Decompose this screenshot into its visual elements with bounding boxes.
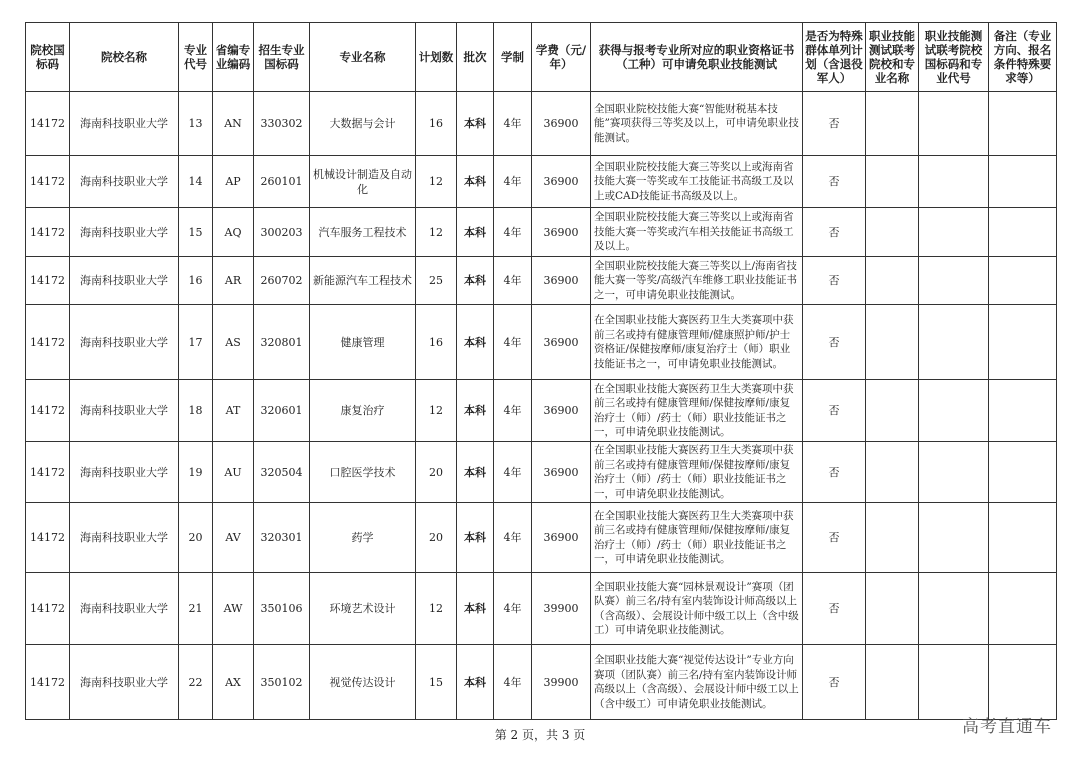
cell-special: 否 [803, 257, 866, 305]
table-header-row [26, 23, 1057, 92]
cell-years: 4年 [494, 645, 532, 720]
cell-school: 海南科技职业大学 [70, 645, 179, 720]
cell-empty [866, 573, 919, 645]
cell-req: 在全国职业技能大赛医药卫生大类赛项中获前三名或持有健康管理师/健康照护师/护士资格证/保健按摩师/康复治疗士（师）职业技能证书之一，可申请免职业技能测试。 [591, 305, 803, 380]
table-row [26, 573, 1057, 645]
column-header: 省编专业编码 [213, 23, 254, 92]
cell-nat: 320301 [254, 503, 310, 573]
cell-nat: 320801 [254, 305, 310, 380]
cell-empty [866, 305, 919, 380]
cell-major: 新能源汽车工程技术 [310, 257, 416, 305]
cell-years: 4年 [494, 257, 532, 305]
cell-years: 4年 [494, 156, 532, 208]
cell-fee: 36900 [532, 208, 591, 257]
cell-prov: AV [213, 503, 254, 573]
cell-plan: 20 [416, 503, 457, 573]
cell-school: 海南科技职业大学 [70, 305, 179, 380]
cell-batch: 本科 [457, 645, 494, 720]
cell-plan: 12 [416, 380, 457, 442]
cell-req: 全国职业院校技能大赛三等奖以上或海南省技能大赛一等奖或汽车相关技能证书高级工及以上。 [591, 208, 803, 257]
cell-code: 14172 [26, 645, 70, 720]
cell-empty [866, 380, 919, 442]
cell-code: 14172 [26, 156, 70, 208]
cell-empty [989, 305, 1057, 380]
cell-special: 否 [803, 305, 866, 380]
cell-nat: 300203 [254, 208, 310, 257]
cell-empty [919, 442, 989, 503]
cell-fee: 36900 [532, 442, 591, 503]
cell-special: 否 [803, 156, 866, 208]
table-row [26, 156, 1057, 208]
cell-no: 16 [179, 257, 213, 305]
cell-fee: 39900 [532, 573, 591, 645]
cell-years: 4年 [494, 503, 532, 573]
cell-req: 全国职业院校技能大赛三等奖以上/海南省技能大赛一等奖/高级汽车维修工职业技能证书之一，可申请免职业技能测试。 [591, 257, 803, 305]
table-row [26, 305, 1057, 380]
cell-major: 康复治疗 [310, 380, 416, 442]
column-header: 专业代号 [179, 23, 213, 92]
cell-empty [989, 380, 1057, 442]
cell-major: 视觉传达设计 [310, 645, 416, 720]
cell-nat: 260101 [254, 156, 310, 208]
cell-nat: 320504 [254, 442, 310, 503]
cell-prov: AR [213, 257, 254, 305]
cell-batch: 本科 [457, 156, 494, 208]
cell-no: 22 [179, 645, 213, 720]
cell-fee: 36900 [532, 380, 591, 442]
cell-no: 14 [179, 156, 213, 208]
cell-plan: 25 [416, 257, 457, 305]
cell-plan: 16 [416, 305, 457, 380]
cell-empty [866, 442, 919, 503]
cell-no: 18 [179, 380, 213, 442]
cell-fee: 36900 [532, 156, 591, 208]
cell-major: 环境艺术设计 [310, 573, 416, 645]
column-header: 备注（专业方向、报名条件特殊要求等） [989, 23, 1057, 92]
cell-years: 4年 [494, 573, 532, 645]
cell-school: 海南科技职业大学 [70, 503, 179, 573]
cell-major: 药学 [310, 503, 416, 573]
cell-empty [989, 156, 1057, 208]
cell-prov: AX [213, 645, 254, 720]
column-header: 院校国标码 [26, 23, 70, 92]
cell-code: 14172 [26, 92, 70, 156]
cell-empty [989, 208, 1057, 257]
cell-empty [989, 573, 1057, 645]
cell-prov: AN [213, 92, 254, 156]
cell-fee: 36900 [532, 503, 591, 573]
cell-special: 否 [803, 442, 866, 503]
column-header: 院校名称 [70, 23, 179, 92]
cell-code: 14172 [26, 380, 70, 442]
cell-years: 4年 [494, 305, 532, 380]
cell-plan: 15 [416, 645, 457, 720]
cell-prov: AQ [213, 208, 254, 257]
column-header: 是否为特殊群体单列计划（含退役军人） [803, 23, 866, 92]
cell-code: 14172 [26, 305, 70, 380]
table-row [26, 503, 1057, 573]
cell-code: 14172 [26, 503, 70, 573]
cell-req: 全国职业技能大赛“园林景观设计”赛项（团队赛）前三名/持有室内装饰设计师高级以上（含高级）、会展设计师中级工以上（含中级工）可申请免职业技能测试。 [591, 573, 803, 645]
column-header: 学费（元/年） [532, 23, 591, 92]
cell-empty [866, 645, 919, 720]
cell-empty [989, 92, 1057, 156]
cell-major: 大数据与会计 [310, 92, 416, 156]
cell-batch: 本科 [457, 380, 494, 442]
watermark: 高考直通车 [962, 717, 1052, 737]
cell-prov: AW [213, 573, 254, 645]
cell-empty [919, 573, 989, 645]
cell-no: 20 [179, 503, 213, 573]
cell-major: 口腔医学技术 [310, 442, 416, 503]
cell-code: 14172 [26, 257, 70, 305]
cell-prov: AT [213, 380, 254, 442]
column-header: 学制 [494, 23, 532, 92]
cell-req: 全国职业院校技能大赛“智能财税基本技能”赛项获得三等奖及以上，可申请免职业技能测试。 [591, 92, 803, 156]
column-header: 专业名称 [310, 23, 416, 92]
cell-no: 13 [179, 92, 213, 156]
cell-years: 4年 [494, 442, 532, 503]
cell-special: 否 [803, 573, 866, 645]
cell-prov: AP [213, 156, 254, 208]
cell-empty [919, 257, 989, 305]
column-header: 获得与报考专业所对应的职业资格证书（工种）可申请免职业技能测试 [591, 23, 803, 92]
cell-school: 海南科技职业大学 [70, 257, 179, 305]
cell-batch: 本科 [457, 305, 494, 380]
cell-fee: 36900 [532, 257, 591, 305]
admission-plan-table [25, 22, 1057, 720]
cell-empty [866, 208, 919, 257]
cell-major: 健康管理 [310, 305, 416, 380]
cell-prov: AU [213, 442, 254, 503]
cell-plan: 20 [416, 442, 457, 503]
cell-empty [989, 257, 1057, 305]
cell-req: 全国职业技能大赛“视觉传达设计”专业方向赛项（团队赛）前三名/持有室内装饰设计师高级以上（含高级）、会展设计师中级工以上（含中级工）可申请免职业技能测试。 [591, 645, 803, 720]
cell-years: 4年 [494, 380, 532, 442]
cell-empty [919, 305, 989, 380]
cell-school: 海南科技职业大学 [70, 442, 179, 503]
cell-special: 否 [803, 208, 866, 257]
cell-nat: 350106 [254, 573, 310, 645]
column-header: 招生专业国标码 [254, 23, 310, 92]
cell-special: 否 [803, 645, 866, 720]
cell-code: 14172 [26, 573, 70, 645]
cell-empty [989, 503, 1057, 573]
page-footer: 第 2 页，共 3 页 [494, 728, 586, 742]
cell-code: 14172 [26, 442, 70, 503]
cell-plan: 12 [416, 208, 457, 257]
cell-no: 15 [179, 208, 213, 257]
column-header: 职业技能测试联考院校国标码和专业代号 [919, 23, 989, 92]
table-row [26, 380, 1057, 442]
cell-empty [919, 156, 989, 208]
cell-batch: 本科 [457, 442, 494, 503]
cell-req: 在全国职业技能大赛医药卫生大类赛项中获前三名或持有健康管理师/保健按摩师/康复治疗士（师）/药士（师）职业技能证书之一，可申请免职业技能测试。 [591, 503, 803, 573]
cell-empty [919, 380, 989, 442]
cell-major: 汽车服务工程技术 [310, 208, 416, 257]
column-header: 计划数 [416, 23, 457, 92]
cell-batch: 本科 [457, 573, 494, 645]
cell-school: 海南科技职业大学 [70, 208, 179, 257]
cell-req: 在全国职业技能大赛医药卫生大类赛项中获前三名或持有健康管理师/保健按摩师/康复治疗士（师）/药士（师）职业技能证书之一，可申请免职业技能测试。 [591, 380, 803, 442]
cell-req: 全国职业院校技能大赛三等奖以上或海南省技能大赛一等奖或车工技能证书高级工及以上或CAD技能证书高级及以上。 [591, 156, 803, 208]
cell-batch: 本科 [457, 503, 494, 573]
cell-special: 否 [803, 503, 866, 573]
column-header: 职业技能测试联考院校和专业名称 [866, 23, 919, 92]
table-row [26, 92, 1057, 156]
cell-school: 海南科技职业大学 [70, 156, 179, 208]
cell-empty [866, 257, 919, 305]
cell-empty [866, 92, 919, 156]
cell-no: 17 [179, 305, 213, 380]
table-row [26, 442, 1057, 503]
cell-empty [919, 503, 989, 573]
cell-plan: 12 [416, 573, 457, 645]
cell-school: 海南科技职业大学 [70, 573, 179, 645]
cell-nat: 260702 [254, 257, 310, 305]
cell-years: 4年 [494, 92, 532, 156]
cell-req: 在全国职业技能大赛医药卫生大类赛项中获前三名或持有健康管理师/保健按摩师/康复治疗士（师）/药士（师）职业技能证书之一，可申请免职业技能测试。 [591, 442, 803, 503]
cell-special: 否 [803, 380, 866, 442]
cell-empty [989, 442, 1057, 503]
cell-empty [866, 503, 919, 573]
cell-special: 否 [803, 92, 866, 156]
cell-empty [866, 156, 919, 208]
cell-no: 19 [179, 442, 213, 503]
cell-no: 21 [179, 573, 213, 645]
cell-batch: 本科 [457, 92, 494, 156]
cell-fee: 36900 [532, 305, 591, 380]
cell-empty [919, 208, 989, 257]
cell-fee: 39900 [532, 645, 591, 720]
cell-plan: 12 [416, 156, 457, 208]
cell-fee: 36900 [532, 92, 591, 156]
table-row [26, 645, 1057, 720]
table-row [26, 257, 1057, 305]
cell-prov: AS [213, 305, 254, 380]
cell-major: 机械设计制造及自动化 [310, 156, 416, 208]
column-header: 批次 [457, 23, 494, 92]
cell-nat: 320601 [254, 380, 310, 442]
cell-nat: 330302 [254, 92, 310, 156]
cell-nat: 350102 [254, 645, 310, 720]
cell-plan: 16 [416, 92, 457, 156]
cell-empty [919, 92, 989, 156]
cell-empty [989, 645, 1057, 720]
cell-empty [919, 645, 989, 720]
table-row [26, 208, 1057, 257]
cell-code: 14172 [26, 208, 70, 257]
cell-batch: 本科 [457, 208, 494, 257]
cell-years: 4年 [494, 208, 532, 257]
cell-batch: 本科 [457, 257, 494, 305]
cell-school: 海南科技职业大学 [70, 380, 179, 442]
cell-school: 海南科技职业大学 [70, 92, 179, 156]
